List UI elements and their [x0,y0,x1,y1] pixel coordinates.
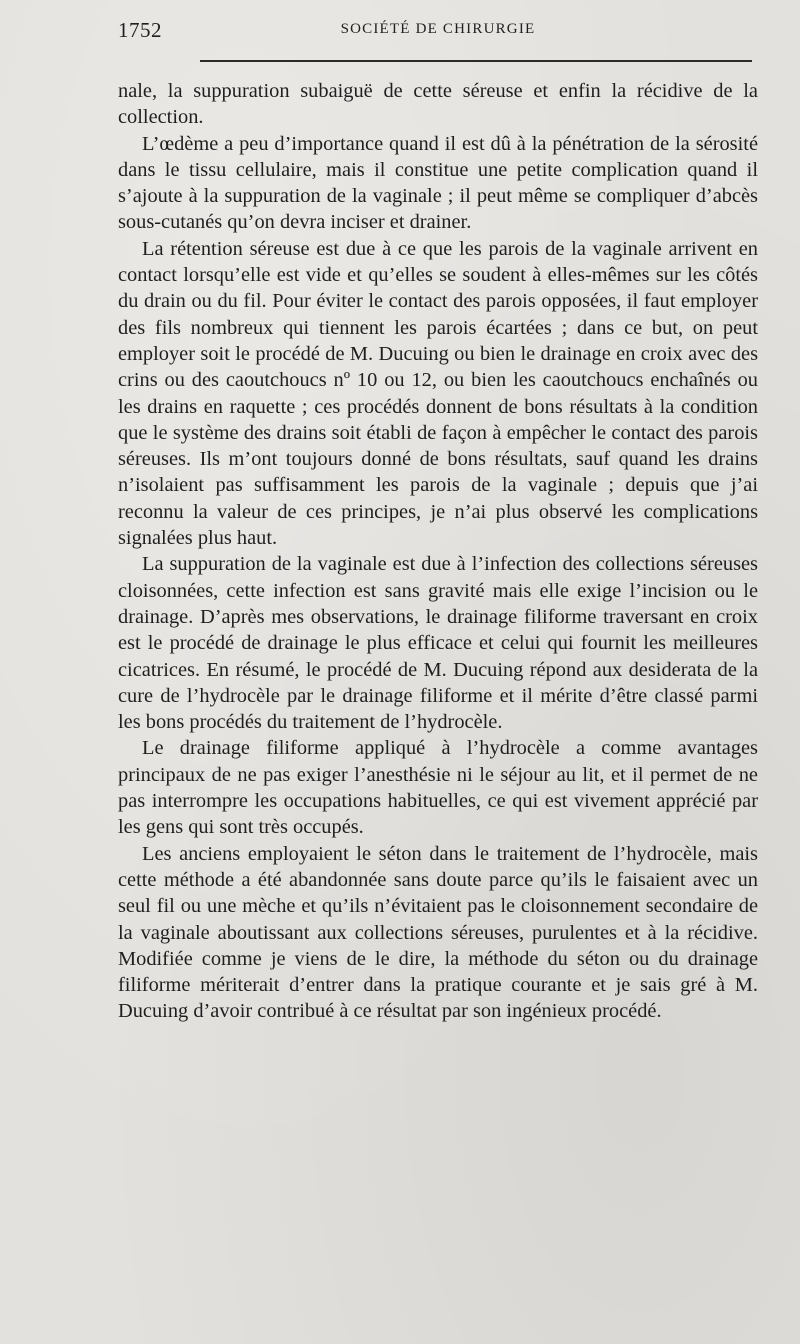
paragraph-continuation: nale, la suppuration subaiguë de cette séreuse et enfin la récidive de la collection. [118,80,758,129]
page-header [118,18,758,46]
paragraph-retention-sereuse: La rétention séreuse est due à ce que les parois de la vaginale arrivent en contact lorsqu’elle est vide et qu’elles se soudent à elles-mêmes sur les côtés du drain ou du fil. Pour éviter le contact des parois opposées, il faut employer des fils nombreux qui tiennent les parois écartées ; dans ce but, on peut employer soit le procédé de M. Ducuing ou bien le drainage en croix avec des crins ou des caoutchoucs nº 10 ou 12, ou bien les caoutchoucs enchaînés ou les drains en raquette ; ces procédés donnent de bons résultats à la condition que le système des drains soit établi de façon à empêcher le contact des parois séreuses. Ils m’ont toujours donné de bons résultats, sauf quand les drains n’isolaient pas suffisamment les parois de la vaginale ; depuis que j’ai reconnu la valeur de ces principes, je n’ai plus observé les complications signalées plus haut. [118,237,758,550]
body-text [118,78,758,1025]
header-rule [200,60,752,62]
running-title: SOCIÉTÉ DE CHIRURGIE [340,21,536,37]
paragraph-seton: Les anciens employaient le séton dans le traitement de l’hydrocèle, mais cette méthode a été abandonnée sans doute parce qu’ils le faisaient avec un seul fil ou une mèche et qu’ils n’évitaient pas le cloisonnement secondaire de la vaginale aboutissant aux collections séreuses, purulentes et à la récidive. Modifiée comme je viens de le dire, la méthode du séton ou du drainage filiforme mériterait d’entrer dans la pratique courante et je sais gré à M. Ducuing d’avoir contribué à ce résultat par son ingénieux procédé. [118,842,758,1023]
page-number: 1752 [118,18,162,42]
paragraph-suppuration: La suppuration de la vaginale est due à l’infection des collections séreuses cloisonnées, cette infection est sans gravité mais elle exige l’incision ou le drainage. D’après mes observations, le drainage filiforme traversant en croix est le procédé de drainage le plus efficace et celui qui fournit les meilleures cicatrices. En résumé, le procédé de M. Ducuing répond aux desiderata de la cure de l’hydrocèle par le drainage filiforme et il mérite d’être classé parmi les bons procédés du traitement de l’hydrocèle. [118,553,758,734]
paragraph-avantages: Le drainage filiforme appliqué à l’hydrocèle a comme avantages principaux de ne pas exiger l’anesthésie ni le séjour au lit, et il permet de ne pas interrompre les occupations habituelles, ce qui est vivement apprécié par les gens qui sont très occupés. [118,737,758,839]
paragraph-oedeme: L’œdème a peu d’importance quand il est dû à la pénétration de la sérosité dans le tissu cellulaire, mais il constitue une petite complication quand il s’ajoute à la suppuration de la vaginale ; il peut même se compliquer d’abcès sous-cutanés qu’on devra inciser et drainer. [118,132,758,234]
